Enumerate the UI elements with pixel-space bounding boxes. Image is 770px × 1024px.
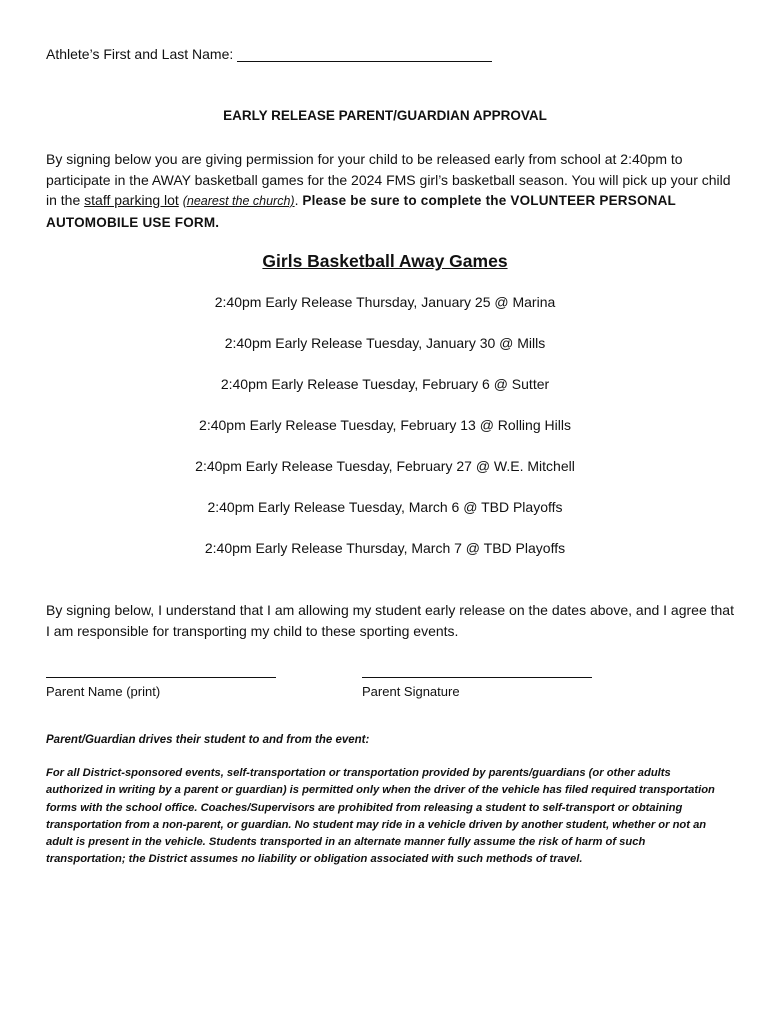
game-item: 2:40pm Early Release Tuesday, March 6 @ TBD Playoffs: [207, 499, 563, 515]
game-item: 2:40pm Early Release Thursday, March 7 @ TBD Playoffs: [204, 540, 566, 556]
intro-bold-instruction: Please be sure to complete the VOLUNTEER PERSONAL AUTOMOBILE USE FORM.: [46, 193, 676, 230]
athlete-name-label: Athlete’s First and Last Name:: [46, 46, 234, 62]
games-title: Girls Basketball Away Games: [262, 251, 508, 271]
parent-name-block: [46, 676, 276, 699]
notice-body: For all District-sponsored events, self-transportation or transportation provided by parents/guardians (or other adults authorized in writing by a parent or guardian) is permitted only when the driver of the vehicle has filed required transportation forms with the school office. Coaches/Supervisors are prohibited from releasing a student to self-transport or obtaining transportation from a non-parent, or guardian. No student may ride in a vehicle driven by another student, whether or not an adult is present in the vehicle. Students transported in an alternate manner fully assume the risk of harm of such transportation; the District assumes no liability or obligation associated with such methods of travel.: [46, 767, 715, 866]
games-list: [0, 292, 770, 579]
agreement-paragraph: By signing below, I understand that I am allowing my student early release on the dates above, and I agree that I am responsible for transporting my child to these sporting events.: [46, 602, 734, 639]
intro-parking-note: (nearest the church): [182, 194, 295, 208]
athlete-name-row: [46, 46, 492, 62]
form-title: EARLY RELEASE PARENT/GUARDIAN APPROVAL: [223, 108, 547, 123]
game-item: 2:40pm Early Release Tuesday, February 27 @ W.E. Mitchell: [195, 458, 575, 474]
parent-name-label: Parent Name (print): [46, 684, 161, 699]
notice-heading: Parent/Guardian drives their student to and from the event:: [46, 734, 370, 746]
game-item: 2:40pm Early Release Tuesday, February 6 @ Sutter: [220, 376, 550, 392]
parent-signature-block: [362, 676, 592, 699]
athlete-name-field-line[interactable]: [237, 46, 492, 62]
parent-signature-field-line[interactable]: [362, 676, 592, 678]
intro-text: By signing below you are giving permission for your child to be released early from school at 2:40pm to participate in the AWAY basketball games for the 2024 FMS girl’s basketball season. You will pick up your child in the: [46, 151, 731, 208]
parent-signature-label: Parent Signature: [362, 684, 460, 699]
parent-name-field-line[interactable]: [46, 676, 276, 678]
intro-parking-lot: staff parking lot: [84, 192, 179, 208]
game-item: 2:40pm Early Release Tuesday, February 13 @ Rolling Hills: [199, 417, 571, 433]
game-item: 2:40pm Early Release Thursday, January 25 @ Marina: [214, 294, 556, 310]
intro-paragraph: [46, 149, 736, 233]
game-item: 2:40pm Early Release Tuesday, January 30 @ Mills: [224, 335, 546, 351]
intro-period: .: [294, 192, 303, 208]
